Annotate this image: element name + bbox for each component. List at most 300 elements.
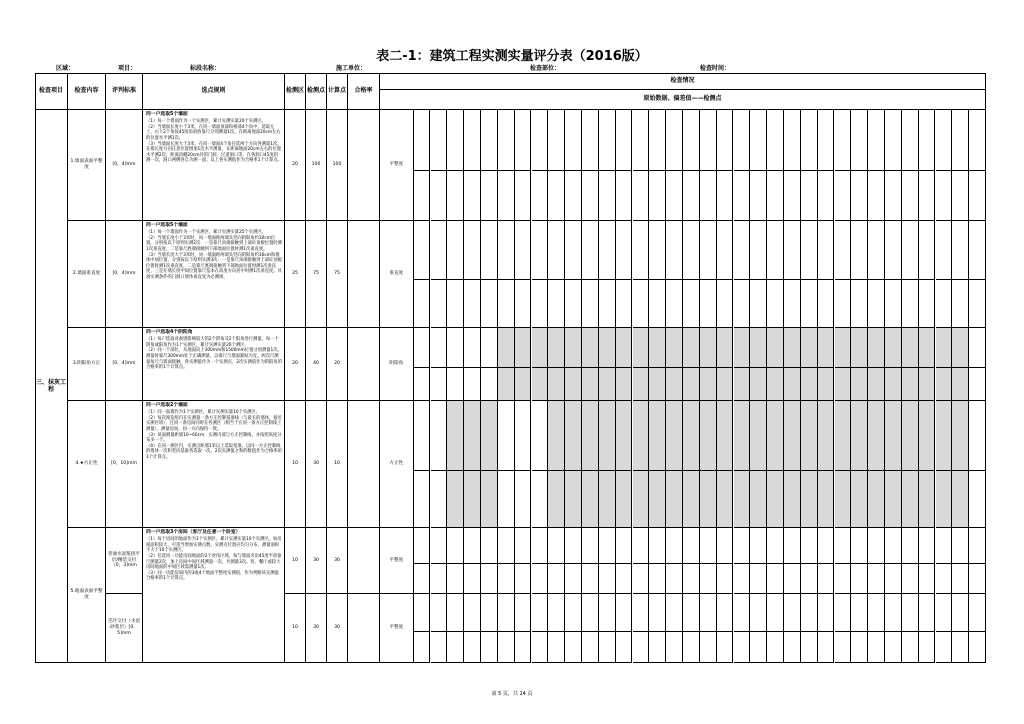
data-cell[interactable]: [633, 171, 650, 221]
data-cell[interactable]: [464, 280, 481, 328]
data-cell[interactable]: [851, 171, 868, 221]
data-cell[interactable]: [919, 401, 936, 471]
data-cell[interactable]: [818, 594, 835, 632]
data-cell[interactable]: [532, 171, 549, 221]
data-cell[interactable]: [515, 171, 532, 221]
data-cell[interactable]: [464, 401, 481, 471]
data-cell[interactable]: [784, 528, 801, 564]
data-cell[interactable]: [750, 221, 767, 280]
data-cell[interactable]: [818, 401, 835, 471]
data-cell[interactable]: [767, 564, 784, 594]
data-cell[interactable]: [818, 632, 835, 663]
data-cell[interactable]: [969, 171, 986, 221]
data-cell[interactable]: [784, 171, 801, 221]
data-cell[interactable]: [767, 368, 784, 401]
data-cell[interactable]: [717, 564, 734, 594]
data-cell[interactable]: [734, 221, 751, 280]
data-cell[interactable]: [902, 171, 919, 221]
data-cell[interactable]: [582, 280, 599, 328]
data-cell[interactable]: [666, 401, 683, 471]
data-cell[interactable]: [919, 594, 936, 632]
data-cell[interactable]: [750, 368, 767, 401]
data-cell[interactable]: [649, 171, 666, 221]
data-cell[interactable]: [851, 221, 868, 280]
data-cell[interactable]: [414, 401, 431, 471]
data-cell[interactable]: [481, 564, 498, 594]
data-cell[interactable]: [532, 528, 549, 564]
data-cell[interactable]: [734, 528, 751, 564]
data-cell[interactable]: [414, 471, 431, 528]
data-cell[interactable]: [414, 221, 431, 280]
data-cell[interactable]: [851, 594, 868, 632]
data-cell[interactable]: [919, 110, 936, 171]
data-cell[interactable]: [649, 594, 666, 632]
data-cell[interactable]: [633, 368, 650, 401]
data-cell[interactable]: [919, 280, 936, 328]
data-cell[interactable]: [885, 564, 902, 594]
data-cell[interactable]: [734, 401, 751, 471]
data-cell[interactable]: [683, 280, 700, 328]
data-cell[interactable]: [464, 221, 481, 280]
data-cell[interactable]: [936, 594, 953, 632]
data-cell[interactable]: [717, 471, 734, 528]
data-cell[interactable]: [936, 221, 953, 280]
data-cell[interactable]: [548, 594, 565, 632]
data-cell[interactable]: [414, 632, 431, 663]
data-cell[interactable]: [818, 368, 835, 401]
data-cell[interactable]: [464, 564, 481, 594]
data-cell[interactable]: [683, 368, 700, 401]
data-cell[interactable]: [936, 528, 953, 564]
data-cell[interactable]: [835, 110, 852, 171]
data-cell[interactable]: [481, 171, 498, 221]
data-cell[interactable]: [515, 368, 532, 401]
data-cell[interactable]: [666, 632, 683, 663]
data-cell[interactable]: [649, 368, 666, 401]
data-cell[interactable]: [649, 328, 666, 368]
data-cell[interactable]: [734, 564, 751, 594]
data-cell[interactable]: [885, 401, 902, 471]
data-cell[interactable]: [952, 594, 969, 632]
data-cell[interactable]: [969, 221, 986, 280]
data-cell[interactable]: [532, 594, 549, 632]
data-cell[interactable]: [481, 110, 498, 171]
data-cell[interactable]: [700, 280, 717, 328]
data-cell[interactable]: [784, 471, 801, 528]
data-cell[interactable]: [548, 401, 565, 471]
data-cell[interactable]: [447, 328, 464, 368]
data-cell[interactable]: [868, 471, 885, 528]
data-cell[interactable]: [919, 328, 936, 368]
data-cell[interactable]: [952, 280, 969, 328]
data-cell[interactable]: [835, 594, 852, 632]
data-cell[interactable]: [868, 280, 885, 328]
data-cell[interactable]: [464, 594, 481, 632]
data-cell[interactable]: [431, 471, 448, 528]
data-cell[interactable]: [633, 632, 650, 663]
data-cell[interactable]: [599, 401, 616, 471]
data-cell[interactable]: [936, 328, 953, 368]
data-cell[interactable]: [464, 471, 481, 528]
data-cell[interactable]: [969, 110, 986, 171]
data-cell[interactable]: [582, 528, 599, 564]
data-cell[interactable]: [599, 328, 616, 368]
data-cell[interactable]: [414, 280, 431, 328]
data-cell[interactable]: [700, 401, 717, 471]
data-cell[interactable]: [784, 280, 801, 328]
data-cell[interactable]: [902, 471, 919, 528]
data-cell[interactable]: [481, 471, 498, 528]
data-cell[interactable]: [565, 594, 582, 632]
data-cell[interactable]: [447, 594, 464, 632]
data-cell[interactable]: [969, 528, 986, 564]
data-cell[interactable]: [649, 401, 666, 471]
data-cell[interactable]: [767, 528, 784, 564]
data-cell[interactable]: [868, 528, 885, 564]
data-cell[interactable]: [464, 328, 481, 368]
data-cell[interactable]: [683, 471, 700, 528]
data-cell[interactable]: [649, 632, 666, 663]
data-cell[interactable]: [700, 221, 717, 280]
data-cell[interactable]: [616, 632, 633, 663]
data-cell[interactable]: [902, 594, 919, 632]
data-cell[interactable]: [835, 401, 852, 471]
data-cell[interactable]: [633, 328, 650, 368]
data-cell[interactable]: [414, 171, 431, 221]
data-cell[interactable]: [565, 471, 582, 528]
data-cell[interactable]: [666, 528, 683, 564]
data-cell[interactable]: [902, 280, 919, 328]
data-cell[interactable]: [818, 471, 835, 528]
data-cell[interactable]: [952, 221, 969, 280]
data-cell[interactable]: [801, 594, 818, 632]
data-cell[interactable]: [666, 368, 683, 401]
data-cell[interactable]: [447, 368, 464, 401]
data-cell[interactable]: [616, 280, 633, 328]
data-cell[interactable]: [414, 528, 431, 564]
data-cell[interactable]: [734, 280, 751, 328]
data-cell[interactable]: [599, 594, 616, 632]
data-cell[interactable]: [431, 368, 448, 401]
data-cell[interactable]: [532, 401, 549, 471]
data-cell[interactable]: [447, 221, 464, 280]
data-cell[interactable]: [851, 471, 868, 528]
data-cell[interactable]: [515, 564, 532, 594]
data-cell[interactable]: [818, 171, 835, 221]
data-cell[interactable]: [548, 280, 565, 328]
data-cell[interactable]: [952, 528, 969, 564]
data-cell[interactable]: [717, 632, 734, 663]
data-cell[interactable]: [885, 368, 902, 401]
data-cell[interactable]: [851, 368, 868, 401]
data-cell[interactable]: [885, 221, 902, 280]
data-cell[interactable]: [767, 632, 784, 663]
data-cell[interactable]: [835, 528, 852, 564]
data-cell[interactable]: [767, 401, 784, 471]
data-cell[interactable]: [936, 632, 953, 663]
data-cell[interactable]: [952, 401, 969, 471]
data-cell[interactable]: [784, 401, 801, 471]
data-cell[interactable]: [633, 471, 650, 528]
data-cell[interactable]: [565, 564, 582, 594]
data-cell[interactable]: [582, 221, 599, 280]
data-cell[interactable]: [649, 528, 666, 564]
data-cell[interactable]: [902, 528, 919, 564]
data-cell[interactable]: [481, 632, 498, 663]
data-cell[interactable]: [515, 471, 532, 528]
data-cell[interactable]: [734, 328, 751, 368]
data-cell[interactable]: [784, 564, 801, 594]
data-cell[interactable]: [666, 171, 683, 221]
data-cell[interactable]: [464, 171, 481, 221]
data-cell[interactable]: [885, 280, 902, 328]
data-cell[interactable]: [700, 564, 717, 594]
data-cell[interactable]: [717, 221, 734, 280]
data-cell[interactable]: [548, 471, 565, 528]
data-cell[interactable]: [649, 471, 666, 528]
data-cell[interactable]: [835, 328, 852, 368]
data-cell[interactable]: [431, 110, 448, 171]
data-cell[interactable]: [969, 280, 986, 328]
data-cell[interactable]: [683, 632, 700, 663]
data-cell[interactable]: [851, 528, 868, 564]
data-cell[interactable]: [952, 171, 969, 221]
data-cell[interactable]: [700, 328, 717, 368]
data-cell[interactable]: [498, 528, 515, 564]
data-cell[interactable]: [464, 528, 481, 564]
data-cell[interactable]: [532, 471, 549, 528]
data-cell[interactable]: [919, 171, 936, 221]
data-cell[interactable]: [481, 368, 498, 401]
data-cell[interactable]: [616, 171, 633, 221]
data-cell[interactable]: [784, 110, 801, 171]
data-cell[interactable]: [414, 368, 431, 401]
data-cell[interactable]: [767, 594, 784, 632]
data-cell[interactable]: [801, 171, 818, 221]
data-cell[interactable]: [902, 401, 919, 471]
data-cell[interactable]: [919, 221, 936, 280]
data-cell[interactable]: [666, 594, 683, 632]
data-cell[interactable]: [919, 368, 936, 401]
data-cell[interactable]: [750, 280, 767, 328]
data-cell[interactable]: [498, 564, 515, 594]
data-cell[interactable]: [683, 401, 700, 471]
data-cell[interactable]: [633, 110, 650, 171]
data-cell[interactable]: [414, 110, 431, 171]
data-cell[interactable]: [936, 280, 953, 328]
data-cell[interactable]: [431, 280, 448, 328]
data-cell[interactable]: [868, 171, 885, 221]
data-cell[interactable]: [936, 401, 953, 471]
data-cell[interactable]: [515, 280, 532, 328]
data-cell[interactable]: [700, 368, 717, 401]
data-cell[interactable]: [616, 328, 633, 368]
data-cell[interactable]: [548, 171, 565, 221]
data-cell[interactable]: [599, 110, 616, 171]
data-cell[interactable]: [717, 528, 734, 564]
data-cell[interactable]: [717, 171, 734, 221]
data-cell[interactable]: [498, 368, 515, 401]
data-cell[interactable]: [498, 280, 515, 328]
data-cell[interactable]: [633, 280, 650, 328]
data-cell[interactable]: [498, 328, 515, 368]
data-cell[interactable]: [767, 471, 784, 528]
data-cell[interactable]: [750, 594, 767, 632]
data-cell[interactable]: [616, 471, 633, 528]
data-cell[interactable]: [969, 564, 986, 594]
data-cell[interactable]: [784, 632, 801, 663]
data-cell[interactable]: [515, 594, 532, 632]
data-cell[interactable]: [885, 171, 902, 221]
data-cell[interactable]: [734, 110, 751, 171]
data-cell[interactable]: [734, 471, 751, 528]
data-cell[interactable]: [885, 328, 902, 368]
data-cell[interactable]: [952, 328, 969, 368]
data-cell[interactable]: [868, 328, 885, 368]
data-cell[interactable]: [835, 632, 852, 663]
data-cell[interactable]: [616, 110, 633, 171]
data-cell[interactable]: [683, 328, 700, 368]
data-cell[interactable]: [767, 280, 784, 328]
data-cell[interactable]: [532, 221, 549, 280]
data-cell[interactable]: [481, 528, 498, 564]
data-cell[interactable]: [851, 564, 868, 594]
data-cell[interactable]: [835, 564, 852, 594]
data-cell[interactable]: [885, 528, 902, 564]
data-cell[interactable]: [717, 328, 734, 368]
data-cell[interactable]: [902, 110, 919, 171]
data-cell[interactable]: [582, 401, 599, 471]
data-cell[interactable]: [767, 171, 784, 221]
data-cell[interactable]: [683, 564, 700, 594]
data-cell[interactable]: [801, 471, 818, 528]
data-cell[interactable]: [498, 401, 515, 471]
data-cell[interactable]: [447, 280, 464, 328]
data-cell[interactable]: [969, 594, 986, 632]
data-cell[interactable]: [919, 632, 936, 663]
data-cell[interactable]: [902, 564, 919, 594]
data-cell[interactable]: [532, 564, 549, 594]
data-cell[interactable]: [666, 564, 683, 594]
data-cell[interactable]: [666, 221, 683, 280]
data-cell[interactable]: [498, 221, 515, 280]
data-cell[interactable]: [565, 280, 582, 328]
data-cell[interactable]: [481, 280, 498, 328]
data-cell[interactable]: [616, 368, 633, 401]
data-cell[interactable]: [851, 632, 868, 663]
data-cell[interactable]: [565, 528, 582, 564]
data-cell[interactable]: [936, 564, 953, 594]
data-cell[interactable]: [767, 110, 784, 171]
data-cell[interactable]: [818, 280, 835, 328]
data-cell[interactable]: [784, 594, 801, 632]
data-cell[interactable]: [599, 564, 616, 594]
data-cell[interactable]: [750, 528, 767, 564]
data-cell[interactable]: [683, 594, 700, 632]
data-cell[interactable]: [666, 110, 683, 171]
data-cell[interactable]: [616, 528, 633, 564]
data-cell[interactable]: [498, 594, 515, 632]
data-cell[interactable]: [633, 221, 650, 280]
data-cell[interactable]: [717, 401, 734, 471]
data-cell[interactable]: [734, 594, 751, 632]
data-cell[interactable]: [616, 594, 633, 632]
data-cell[interactable]: [919, 528, 936, 564]
data-cell[interactable]: [481, 328, 498, 368]
data-cell[interactable]: [599, 280, 616, 328]
data-cell[interactable]: [565, 632, 582, 663]
data-cell[interactable]: [582, 632, 599, 663]
data-cell[interactable]: [582, 110, 599, 171]
data-cell[interactable]: [447, 401, 464, 471]
data-cell[interactable]: [447, 564, 464, 594]
data-cell[interactable]: [919, 471, 936, 528]
data-cell[interactable]: [868, 221, 885, 280]
data-cell[interactable]: [414, 594, 431, 632]
data-cell[interactable]: [801, 280, 818, 328]
data-cell[interactable]: [582, 564, 599, 594]
data-cell[interactable]: [548, 528, 565, 564]
data-cell[interactable]: [969, 368, 986, 401]
data-cell[interactable]: [700, 110, 717, 171]
data-cell[interactable]: [734, 171, 751, 221]
data-cell[interactable]: [868, 110, 885, 171]
data-cell[interactable]: [447, 632, 464, 663]
data-cell[interactable]: [649, 280, 666, 328]
data-cell[interactable]: [431, 528, 448, 564]
data-cell[interactable]: [431, 171, 448, 221]
data-cell[interactable]: [835, 471, 852, 528]
data-cell[interactable]: [565, 328, 582, 368]
data-cell[interactable]: [431, 401, 448, 471]
data-cell[interactable]: [717, 368, 734, 401]
data-cell[interactable]: [666, 328, 683, 368]
data-cell[interactable]: [851, 110, 868, 171]
data-cell[interactable]: [515, 401, 532, 471]
data-cell[interactable]: [851, 401, 868, 471]
data-cell[interactable]: [700, 594, 717, 632]
data-cell[interactable]: [616, 221, 633, 280]
data-cell[interactable]: [952, 564, 969, 594]
data-cell[interactable]: [599, 368, 616, 401]
data-cell[interactable]: [936, 171, 953, 221]
data-cell[interactable]: [447, 110, 464, 171]
data-cell[interactable]: [952, 368, 969, 401]
data-cell[interactable]: [818, 110, 835, 171]
data-cell[interactable]: [582, 171, 599, 221]
data-cell[interactable]: [599, 471, 616, 528]
data-cell[interactable]: [414, 564, 431, 594]
data-cell[interactable]: [818, 528, 835, 564]
data-cell[interactable]: [616, 401, 633, 471]
data-cell[interactable]: [431, 564, 448, 594]
data-cell[interactable]: [734, 632, 751, 663]
data-cell[interactable]: [481, 221, 498, 280]
data-cell[interactable]: [464, 368, 481, 401]
data-cell[interactable]: [767, 328, 784, 368]
data-cell[interactable]: [582, 368, 599, 401]
data-cell[interactable]: [431, 328, 448, 368]
data-cell[interactable]: [868, 564, 885, 594]
data-cell[interactable]: [532, 368, 549, 401]
data-cell[interactable]: [717, 594, 734, 632]
data-cell[interactable]: [936, 368, 953, 401]
data-cell[interactable]: [633, 401, 650, 471]
data-cell[interactable]: [532, 632, 549, 663]
data-cell[interactable]: [548, 221, 565, 280]
data-cell[interactable]: [498, 471, 515, 528]
data-cell[interactable]: [952, 632, 969, 663]
